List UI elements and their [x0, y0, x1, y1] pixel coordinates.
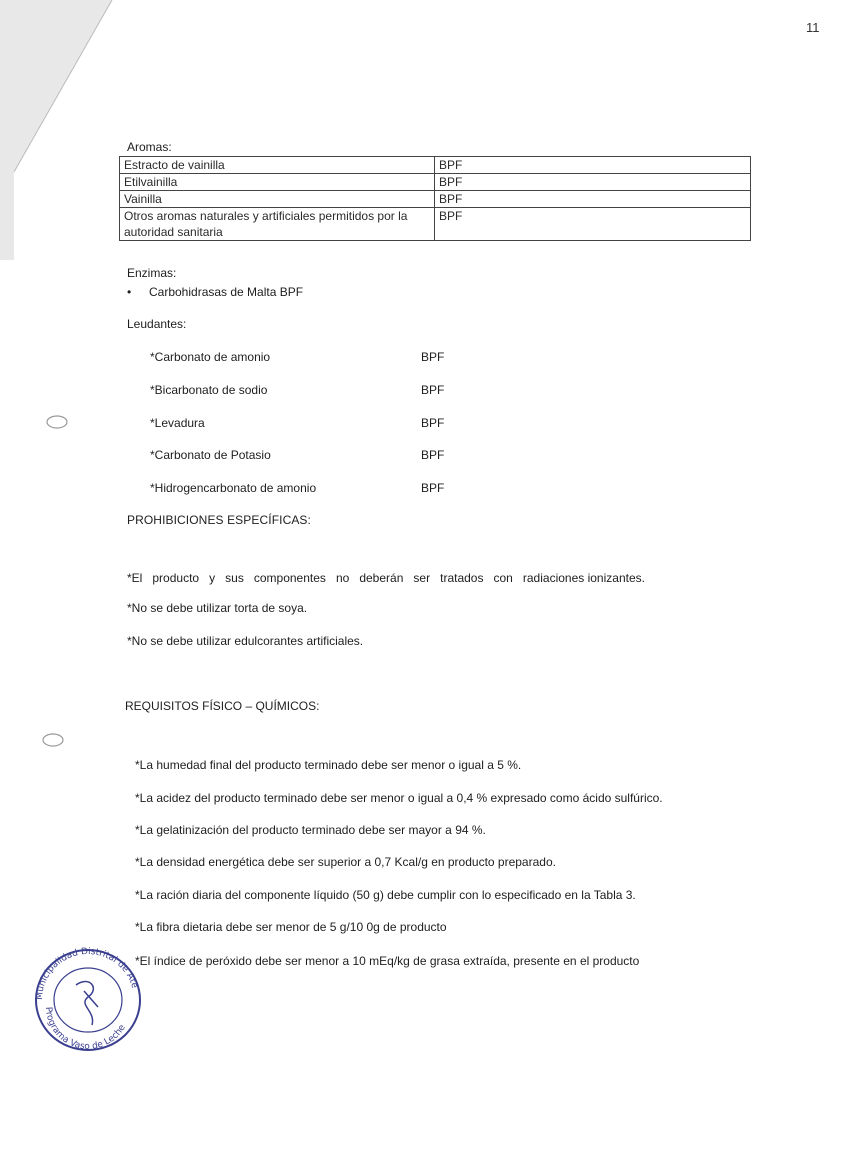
folded-corner: [0, 0, 120, 260]
requisito-item: *La humedad final del producto terminado debe ser menor o igual a 5 %.: [135, 758, 522, 772]
list-item-text: Carbohidrasas de Malta BPF: [149, 285, 304, 299]
table-row: [120, 157, 751, 174]
enzimas-heading: Enzimas:: [127, 266, 177, 280]
leudante-name: *Hidrogencarbonato de amonio: [150, 481, 317, 495]
leudante-name: *Carbonato de amonio: [150, 350, 271, 364]
leudante-value: BPF: [421, 448, 445, 462]
requisito-item: *La gelatinización del producto terminado debe ser mayor a 94 %.: [135, 823, 486, 837]
table-cell-item: Otros aromas naturales y artificiales permitidos por la autoridad sanitaria: [120, 208, 435, 241]
table-cell-item: Vainilla: [120, 191, 435, 208]
leudante-name: *Carbonato de Potasio: [150, 448, 271, 462]
table-cell-value: BPF: [435, 191, 751, 208]
punch-mark-icon: [40, 730, 66, 750]
table-row: [120, 174, 751, 191]
prohibiciones-heading: PROHIBICIONES ESPECÍFICAS:: [127, 513, 311, 527]
word: ser: [413, 571, 431, 585]
table-row: [120, 191, 751, 208]
leudante-value: BPF: [421, 350, 445, 364]
list-item: [127, 285, 303, 299]
page-number: 11: [806, 20, 820, 35]
leudante-name: *Bicarbonato de sodio: [150, 383, 268, 397]
table-cell-value: BPF: [435, 174, 751, 191]
seal-outer-text: Municipalidad Distrital de Ate: [34, 946, 140, 1001]
table-cell-value: BPF: [435, 157, 751, 174]
requisito-item: *La fibra dietaria debe ser menor de 5 g/10 0g de producto: [135, 920, 447, 934]
leudante-name: *Levadura: [150, 416, 205, 430]
word: con: [493, 571, 513, 585]
punch-mark-icon: [44, 412, 70, 432]
word: no: [335, 571, 350, 585]
word: componentes: [253, 571, 326, 585]
prohibicion-line-1: [127, 571, 645, 585]
official-seal: [28, 945, 148, 1055]
word: y: [209, 571, 216, 585]
word: radiaciones ionizantes.: [522, 571, 645, 585]
table-row: [120, 208, 751, 241]
requisito-item: *La ración diaria del componente líquido (50 g) debe cumplir con lo especificado en la Tabla 3.: [135, 888, 636, 902]
bullet-icon: •: [127, 285, 132, 299]
requisitos-heading: REQUISITOS FÍSICO – QUÍMICOS:: [125, 699, 320, 713]
prohibicion-item: *No se debe utilizar torta de soya.: [127, 601, 308, 615]
leudantes-heading: Leudantes:: [127, 317, 187, 331]
requisito-item: *La densidad energética debe ser superior a 0,7 Kcal/g en producto preparado.: [135, 855, 556, 869]
table-cell-item: Estracto de vainilla: [120, 157, 435, 174]
word: sus: [225, 571, 244, 585]
word: *El: [127, 571, 143, 585]
requisito-item: *El índice de peróxido debe ser menor a 10 mEq/kg de grasa extraída, presente en el producto: [135, 954, 640, 968]
word: tratados: [440, 571, 484, 585]
prohibicion-item: *No se debe utilizar edulcorantes artificiales.: [127, 634, 364, 648]
table-cell-value: BPF: [435, 208, 751, 241]
aromas-table: [119, 156, 751, 241]
table-cell-item: Etilvainilla: [120, 174, 435, 191]
leudante-value: BPF: [421, 481, 445, 495]
seal-inner-text: Programa Vaso de Leche: [42, 1006, 128, 1053]
word: deberán: [359, 571, 404, 585]
leudante-value: BPF: [421, 383, 445, 397]
leudante-value: BPF: [421, 416, 445, 430]
svg-text:Programa Vaso de Leche: [43, 1007, 128, 1053]
aromas-heading: Aromas:: [127, 140, 172, 154]
requisito-item: *La acidez del producto terminado debe ser menor o igual a 0,4 % expresado como ácido sulfúrico.: [135, 791, 663, 805]
word: producto: [152, 571, 200, 585]
svg-text:Municipalidad Distrital de Ate: [35, 947, 140, 1000]
